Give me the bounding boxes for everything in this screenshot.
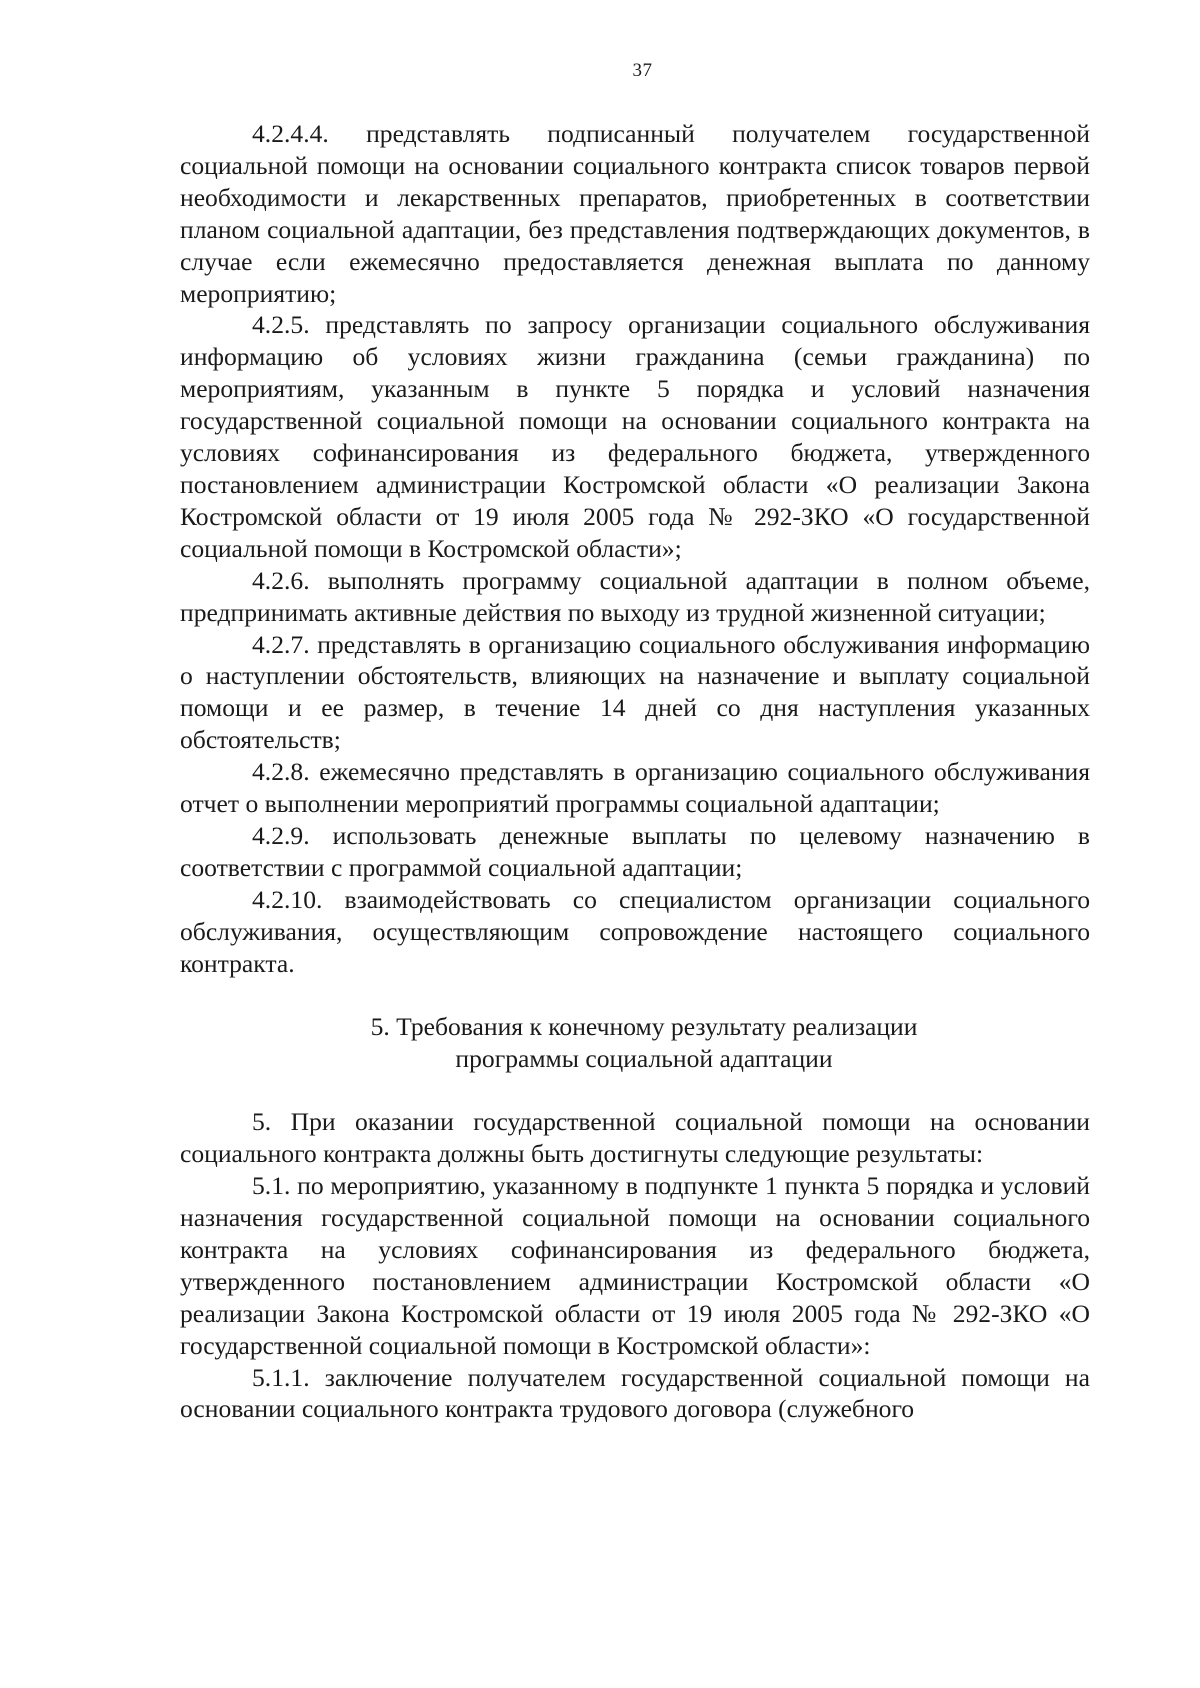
paragraph-5-1: 5.1. по мероприятию, указанному в подпункте 1 пункта 5 порядка и условий назначения государственной социальной помощи на основании социального контракта на условиях софинансирования из федерального бюджета, утвержденного постановлением администрации Костромской области «О реализации Закона Костромской области от 19 июля 2005 года № 292-ЗКО «О государственной социальной помощи в Костромской области»:: [180, 1171, 1090, 1360]
document-body: [180, 118, 1090, 1425]
paragraph-4-2-10: 4.2.10. взаимодействовать со специалистом организации социального обслуживания, осуществляющим сопровождение настоящего социального контракта.: [180, 884, 1090, 978]
paragraph-4-2-5: 4.2.5. представлять по запросу организации социального обслуживания информацию об условиях жизни гражданина (семьи гражданина) по мероприятиям, указанным в пункте 5 порядка и условий назначения государственной социальной помощи на основании социального контракта на условиях софинансирования из федерального бюджета, утвержденного постановлением администрации Костромской области «О реализации Закона Костромской области от 19 июля 2005 года № 292-ЗКО «О государственной социальной помощи в Костромской области»;: [180, 310, 1090, 563]
paragraph-5-1-1: 5.1.1. заключение получателем государственной социальной помощи на основании социального контракта трудового договора (служебного: [180, 1362, 1090, 1424]
paragraph-4-2-8: 4.2.8. ежемесячно представлять в организацию социального обслуживания отчет о выполнении мероприятий программы социальной адаптации;: [180, 757, 1090, 819]
paragraph-5: 5. При оказании государственной социальной помощи на основании социального контракта должны быть достигнуты следующие результаты:: [180, 1107, 1090, 1169]
paragraph-4-2-6: 4.2.6. выполнять программу социальной адаптации в полном объеме, предпринимать активные действия по выходу из трудной жизненной ситуации;: [180, 565, 1090, 627]
section-heading-line-1: 5. Требования к конечному результату реализации: [370, 1012, 918, 1042]
section-heading-line-2: программы социальной адаптации: [455, 1044, 833, 1074]
section-heading-text: [180, 1011, 1090, 1075]
paragraph-4-2-4-4: 4.2.4.4. представлять подписанный получателем государственной социальной помощи на основании социального контракта список товаров первой необходимости и лекарственных препаратов, приобретенных в соответствии планом социальной адаптации, без представления подтверждающих документов, в случае если ежемесячно предоставляется денежная выплата по данному мероприятию;: [180, 119, 1090, 308]
paragraph-4-2-7: 4.2.7. представлять в организацию социального обслуживания информацию о наступлении обстоятельств, влияющих на назначение и выплату социальной помощи и ее размер, в течение 14 дней со дня наступления указанных обстоятельств;: [180, 629, 1090, 755]
page-number: 37: [632, 60, 653, 81]
section-heading: [180, 1011, 1090, 1075]
paragraph-4-2-9: 4.2.9. использовать денежные выплаты по целевому назначению в соответствии с программой социальной адаптации;: [180, 820, 1090, 882]
